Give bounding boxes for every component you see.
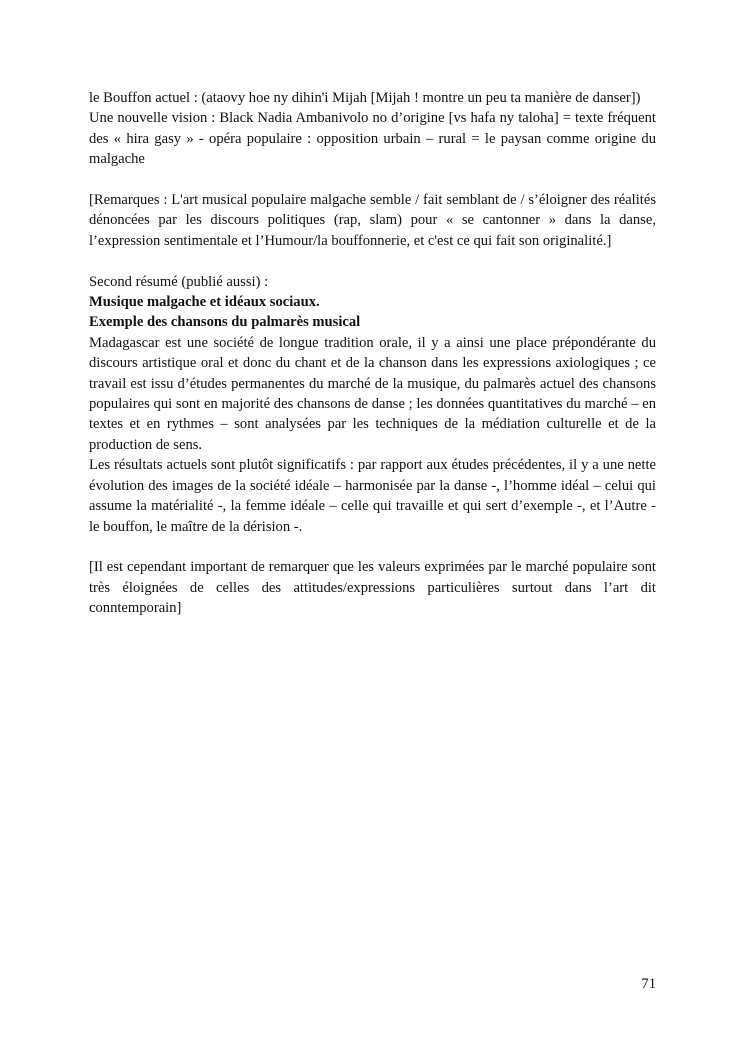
paragraph-gap — [89, 537, 656, 557]
section-subtitle: Exemple des chansons du palmarès musical — [89, 314, 361, 331]
paragraph-cependant: [Il est cependant important de remarquer que les valeurs exprimées par le marché populaire sont très éloignées de celles des attitudes/expressions particulières surtout dans l’art dit conntemporain] — [89, 559, 656, 617]
paragraph-nouvelle-vision: Une nouvelle vision : Black Nadia Ambanivolo no d’origine [vs hafa ny taloha] = texte fréquent des « hira gasy » - opéra populaire : opposition urbain – rural = le paysan comme origine du malgache — [89, 110, 656, 168]
paragraph-gap — [89, 170, 656, 190]
document-body — [89, 88, 656, 619]
paragraph-gap — [89, 251, 656, 271]
section-title: Musique malgache et idéaux sociaux. — [89, 294, 320, 311]
paragraph-second-resume: Second résumé (publié aussi) : — [89, 273, 269, 290]
page-number: 71 — [641, 976, 656, 992]
paragraph-madagascar: Madagascar est une société de longue tradition orale, il y a ainsi une place prépondérante du discours artistique oral et donc du chant et de la chanson dans les expressions axiologiques ; ce travail est issu d’études permanentes du marché de la musique, du palmarès actuel des chansons populaires qui sont en majorité des chansons de danse ; les données quantitatives du marché – en textes et en rythmes – sont analysées par les techniques de la médiation culturelle et de la production de sens. — [89, 334, 656, 453]
paragraph-resultats: Les résultats actuels sont plutôt significatifs : par rapport aux études précédentes, il y a une nette évolution des images de la société idéale – harmonisée par la danse -, l’homme idéal – celui qui assume la matérialité -, la femme idéale – celle qui travaille et qui sert d’exemple -, et l’Autre - le bouffon, le maître de la dérision -. — [89, 457, 656, 535]
paragraph-remarques: [Remarques : L'art musical populaire malgache semble / fait semblant de / s’éloigner des réalités dénoncées par les discours politiques (rap, slam) pour « se cantonner » dans la danse, l’expression sentimentale et l’Humour/la bouffonnerie, et c'est ce qui fait son originalité.] — [89, 192, 656, 249]
paragraph-bouffon: le Bouffon actuel : (ataovy hoe ny dihin'i Mijah [Mijah ! montre un peu ta manière de danser]) — [89, 90, 641, 106]
